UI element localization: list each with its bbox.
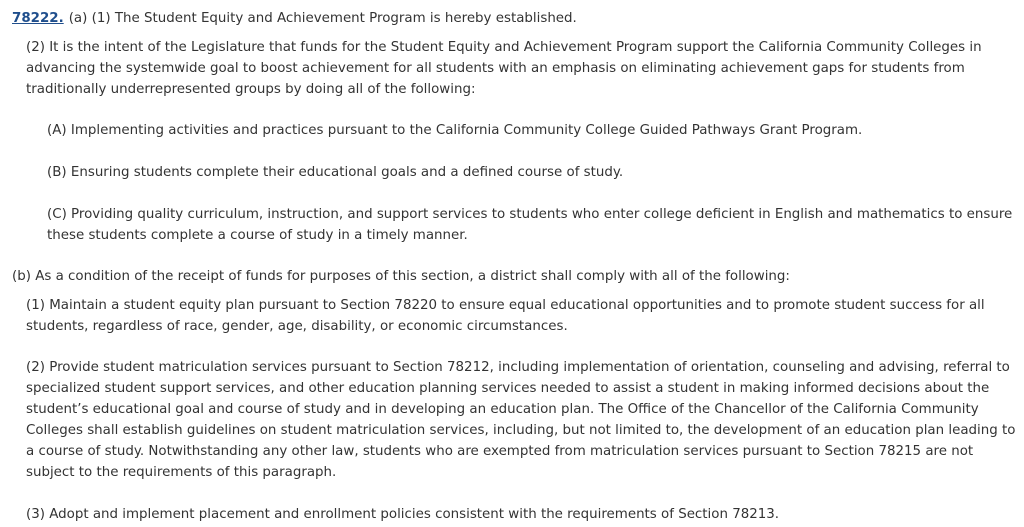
paragraph-a2-B: (B) Ensuring students complete their educational goals and a defined course of study. (47, 165, 624, 180)
paragraph-a1-text: (a) (1) The Student Equity and Achievement Program is hereby established. (68, 11, 577, 26)
paragraph-a1 (12, 8, 1012, 29)
paragraph-b2: (2) Provide student matriculation services pursuant to Section 78212, including implementation of orientation, counseling and advising, referral to specialized student support services, and other education planning services needed to assist a student in making informed decisions about the student’s educational goal and course of study and in developing an education plan. The Office of the Chancellor of the California Community Colleges shall establish guidelines on student matriculation services, including, but not limited to, the development of an education plan leading to a course of study. Notwithstanding any other law, students who are exempted from matriculation services pursuant to Section 78215 are not subject to the requirements of this paragraph. (26, 360, 1016, 480)
paragraph-b1: (1) Maintain a student equity plan pursuant to Section 78220 to ensure equal educational opportunities and to promote student success for all students, regardless of race, gender, age, disability, or economic circumstances. (26, 298, 985, 334)
paragraph-a2: (2) It is the intent of the Legislature that funds for the Student Equity and Achievement Program support the California Community Colleges in advancing the systemwide goal to boost achievement for all students with an emphasis on eliminating achievement gaps for students from traditionally underrepresented groups by doing all of the following: (26, 40, 982, 97)
paragraph-b3: (3) Adopt and implement placement and enrollment policies consistent with the requirements of Section 78213. (26, 507, 780, 522)
section-number-link[interactable]: 78222. (12, 11, 64, 26)
paragraph-b: (b) As a condition of the receipt of funds for purposes of this section, a district shall comply with all of the following: (12, 269, 790, 284)
paragraph-a2-A: (A) Implementing activities and practices pursuant to the California Community College Guided Pathways Grant Program. (47, 123, 863, 138)
paragraph-a2-C: (C) Providing quality curriculum, instruction, and support services to students who enter college deficient in English and mathematics to ensure these students complete a course of study in a timely manner. (47, 207, 1013, 243)
